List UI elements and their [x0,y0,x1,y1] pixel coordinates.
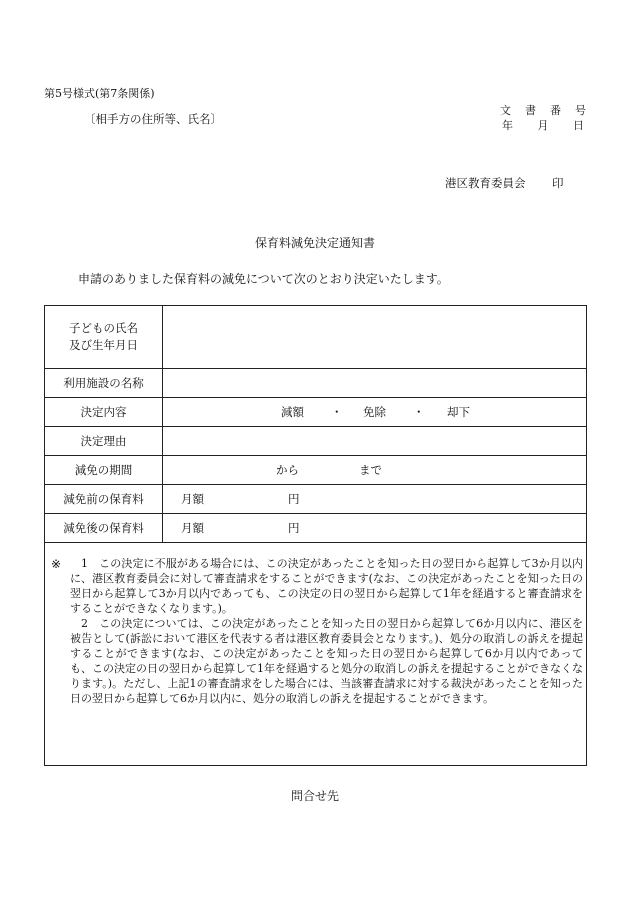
facility-label: 利用施設の名称 [45,369,163,398]
period-field[interactable] [163,456,587,485]
form-number: 第5号様式(第7条関係) [44,87,155,100]
contact-heading: 問合せ先 [290,789,339,803]
doc-number-char: 文 [500,104,511,117]
document-number [500,102,586,117]
fee-before-label: 減免前の保育料 [45,485,163,514]
decision-separator: ・ [413,405,425,419]
child-name-label-line1: 子どもの氏名 [69,321,138,335]
table-row [45,306,587,369]
decision-field[interactable] [163,398,587,427]
table-row [45,514,587,543]
decision-table [44,305,587,543]
decision-option-reduce: 減額 [281,405,304,419]
document-title: 保育料減免決定通知書 [254,236,375,250]
doc-number-char: 書 [525,104,536,117]
fee-after-yen: 円 [288,521,300,535]
lawsuit-notice: 2 この決定については、この決定があったことを知った日の翌日から起算して6か月以内に、港区を被告として(訴訟において港区を代表する者は港区教育委員会となります。)、処分の取消しの訴えを提起することができます(なお、この決定があったことを知った日の翌日から起算して6か月以内であっても、この決定の日の翌日から起算して1年を経過すると処分の取消しの訴えを提起することができなくなります。)。ただし、上記1の審査請求をした場合には、当該審査請求に対する裁決があったことを知った日の翌日から起算して6か月以内に、処分の取消しの訴えを提起することができます。 [70,617,583,705]
period-to: まで [359,463,382,477]
fee-after-label: 減免後の保育料 [45,514,163,543]
date-month: 月 [537,119,549,132]
date-year: 年 [502,119,513,132]
date-day: 日 [573,119,584,132]
decision-separator: ・ [331,405,343,419]
table-row [45,456,587,485]
note-mark: ※ [51,557,62,571]
intro-text: 申請のありました保育料の減免について次のとおり決定いたします。 [78,272,449,286]
fee-after-field[interactable] [163,514,587,543]
notice-box [44,542,587,766]
period-label: 減免の期間 [45,456,163,485]
period-from: から [276,463,299,477]
doc-number-char: 号 [575,104,586,117]
fee-before-monthly: 月額 [181,492,204,506]
recipient-placeholder: 〔相手方の住所等、氏名〕 [84,112,222,126]
notice-text [70,556,583,706]
table-row [45,427,587,456]
seal-mark: 印 [552,176,564,190]
issue-date [500,117,586,132]
fee-before-yen: 円 [288,492,300,506]
facility-field[interactable] [163,369,587,398]
table-row [45,398,587,427]
child-name-label-line2: 及び生年月日 [69,338,138,352]
reason-label: 決定理由 [45,427,163,456]
fee-after-monthly: 月額 [181,521,204,535]
child-name-field[interactable] [163,306,587,369]
issuer-name: 港区教育委員会 [445,176,526,190]
child-name-label [45,306,163,369]
doc-number-char: 番 [550,104,561,117]
table-row [45,369,587,398]
appeal-notice: 1 この決定に不服がある場合には、この決定があったことを知った日の翌日から起算して3か月以内に、港区教育委員会に対して審査請求をすることができます(なお、この決定があったことを知った日の翌日から起算して3か月以内であっても、この決定の日の翌日から起算して1年を経過すると審査請求をすることができなくなります。)。 [70,557,583,615]
table-row [45,485,587,514]
decision-option-exempt: 免除 [363,405,386,419]
decision-option-reject: 却下 [447,405,470,419]
decision-label: 決定内容 [45,398,163,427]
document-number-block [500,102,586,132]
fee-before-field[interactable] [163,485,587,514]
reason-field[interactable] [163,427,587,456]
